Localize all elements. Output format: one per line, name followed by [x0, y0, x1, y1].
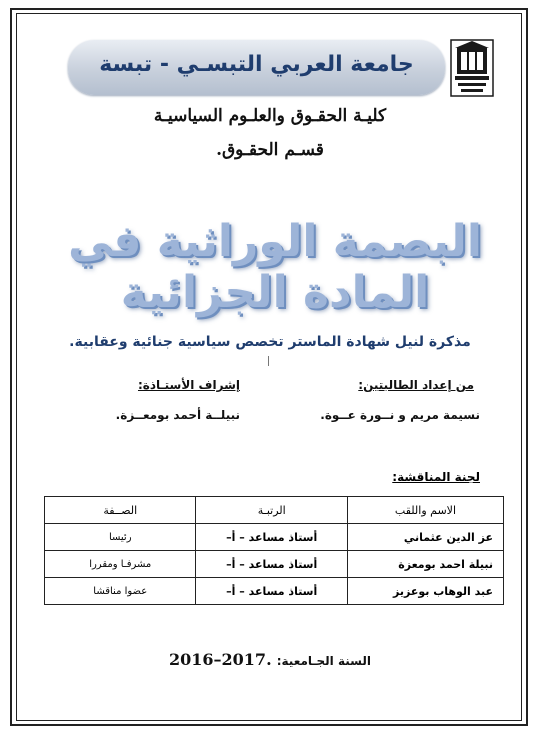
- thesis-subtitle: مذكرة لنيل شهادة الماستر تخصص سياسية جنائية وعقابية.: [69, 334, 471, 350]
- university-logo-icon: [449, 38, 495, 98]
- member-name: نبيلة احمد بومعزة: [347, 551, 503, 578]
- table-row: [45, 524, 504, 551]
- committee-table: [44, 496, 504, 605]
- academic-year-value: 2016–2017.: [169, 650, 272, 669]
- member-rank: أستاذ مساعد – أ–: [196, 524, 347, 551]
- member-role: مشرفـا ومقررا: [45, 551, 196, 578]
- member-role: عضوا مناقشا: [45, 578, 196, 605]
- department-name: قسـم الحقـوق.: [216, 140, 324, 160]
- students-label: من إعداد الطالبتين:: [358, 378, 474, 392]
- member-rank: أستاذ مساعد – أ–: [196, 578, 347, 605]
- table-row: [45, 551, 504, 578]
- academic-year-label: السنة الجـامعية:: [276, 654, 371, 668]
- thesis-title: البصمة الوراثية في المادة الجزائية: [68, 216, 482, 318]
- member-role: رئيسا: [45, 524, 196, 551]
- committee-label: لجنة المناقشة:: [392, 470, 480, 484]
- university-name: جامعة العربي التبسـي - تبسة: [99, 52, 414, 77]
- university-banner: [68, 40, 445, 95]
- supervisor-name: نبيلــة أحمد بومعــزة.: [115, 408, 240, 422]
- header-name: الاسم واللقب: [347, 497, 503, 524]
- supervisor-label: إشراف الأستـاذة:: [137, 378, 240, 392]
- member-rank: أستاذ مساعد – أ–: [196, 551, 347, 578]
- faculty-name: كليـة الحقـوق والعلـوم السياسيـة: [153, 106, 387, 126]
- text-cursor-mark: [268, 356, 269, 366]
- header-rank: الرتبـة: [196, 497, 347, 524]
- header-role: الصــفة: [45, 497, 196, 524]
- academic-year: [0, 650, 540, 669]
- table-header-row: [45, 497, 504, 524]
- table-row: [45, 578, 504, 605]
- member-name: عبد الوهاب بوعزيز: [347, 578, 503, 605]
- students-names: نسيمة مريم و نــورة عــوة.: [320, 408, 480, 422]
- member-name: عز الدين عثماني: [347, 524, 503, 551]
